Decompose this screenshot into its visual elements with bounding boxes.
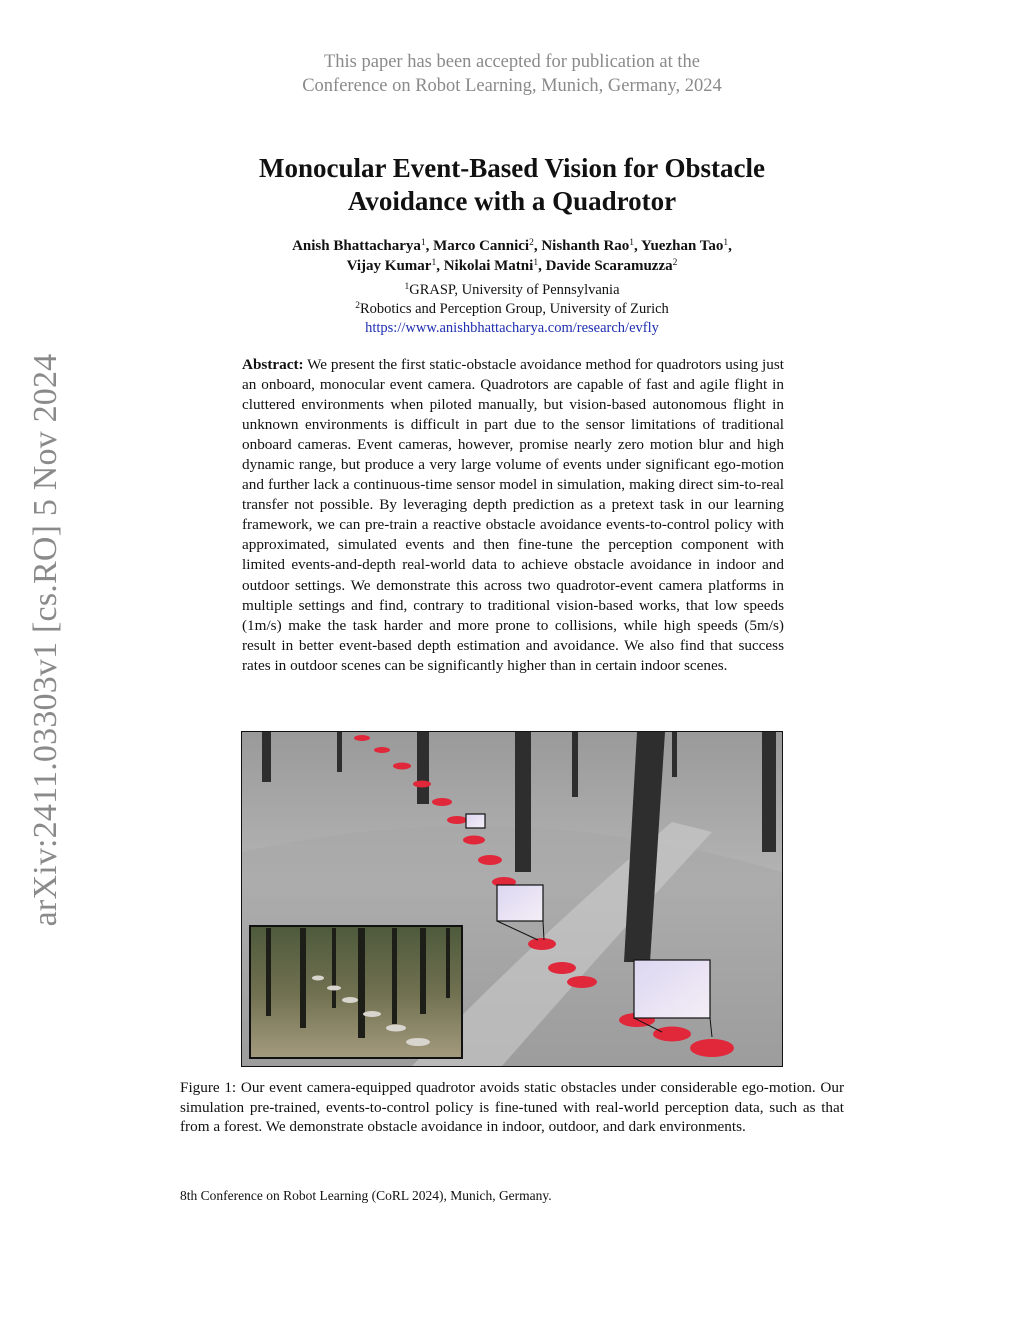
author-name: Vijay Kumar [346,258,432,274]
paper-title [180,152,844,218]
author-affiliation-mark: 1 [431,258,437,268]
author-name: Marco Cannici [433,238,530,254]
author-name: Anish Bhattacharya [292,238,421,254]
figure-1-caption: Figure 1: Our event camera-equipped quadrotor avoids static obstacles under considerable ego-motion. Our simulation pre-trained, events-to-control policy is fine-tuned with real-world perception data, such as that from a forest. We demonstrate obstacle avoidance in indoor, outdoor, and dark environments. [180,1079,844,1135]
affiliations [180,281,844,338]
title-line-1: Monocular Event-Based Vision for Obstacle [258,153,765,183]
author-affiliation-mark: 2 [672,258,678,268]
notice-line-2: Conference on Robot Learning, Munich, Germany, 2024 [302,76,722,96]
conference-footnote: 8th Conference on Robot Learning (CoRL 2024), Munich, Germany. [180,1188,552,1203]
affiliation-2: $^2$Robotics and Perception Group, University of Zurich [355,301,669,317]
abstract [242,355,784,676]
author-affiliation-mark: 2 [529,238,534,248]
abstract-label: Abstract: [242,356,304,373]
author-affiliation-mark: 1 [533,258,539,268]
author-name: Yuezhan Tao [641,238,724,254]
arxiv-identifier-stamp: arXiv:2411.03303v1 [cs.RO] 5 Nov 2024 [27,353,64,927]
author-name: Nishanth Rao [541,238,630,254]
abstract-text: We present the first static-obstacle avoidance method for quadrotors using just an onboard, monocular event camera. Quadrotors are capable of fast and agile flight in cluttered environments when piloted manually, but vision-based autonomous flight in unknown environments is difficult in part due to the sensor limitations of traditional onboard cameras. Event cameras, however, promise nearly zero motion blur and high dynamic range, but produce a very large volume of events under significant ego-motion and further lack a continuous-time sensor model in simulation, making direct sim-to-real transfer not possible. By leveraging depth prediction as a pretext task in our learning framework, we can pre-train a reactive obstacle avoidance events-to-control policy with approximated, simulated events and then fine-tune the perception component with limited events-and-depth real-world data to achieve obstacle avoidance in indoor and outdoor settings. We demonstrate this across two quadrotor-event camera platforms in multiple settings and find, contrary to traditional vision-based works, that low speeds (1m/s) make the task harder and more prone to collisions, while high speeds (5m/s) result in better event-based depth estimation and avoidance. We also find that success rates in outdoor scenes can be significantly higher than in certain indoor scenes. [242,356,784,674]
project-url-link[interactable]: https://www.anishbhattacharya.com/research/evfly [365,320,659,336]
author-list [180,236,844,276]
forest-quadrotor-photo [242,732,782,1066]
figure-1-image [241,731,783,1067]
author-affiliation-mark: 1 [629,238,635,248]
author-line-2: Vijay Kumar$^1$, Nikolai Matni$^1$, Davide Scaramuzza$^2$ [346,258,678,274]
real-photo-inset [250,926,462,1058]
affiliation-1: $^1$GRASP, University of Pennsylvania [404,282,620,298]
author-name: Davide Scaramuzza [545,258,673,274]
author-affiliation-mark: 1 [723,238,729,248]
publication-notice [0,50,1024,98]
title-line-2: Avoidance with a Quadrotor [347,186,677,216]
notice-line-1: This paper has been accepted for publication at the [323,52,700,72]
author-name: Nikolai Matni [443,258,534,274]
author-line-1: Anish Bhattacharya$^1$, Marco Cannici$^2$, Nishanth Rao$^1$, Yuezhan Tao$^1$, [292,238,732,254]
author-affiliation-mark: 1 [420,238,426,248]
